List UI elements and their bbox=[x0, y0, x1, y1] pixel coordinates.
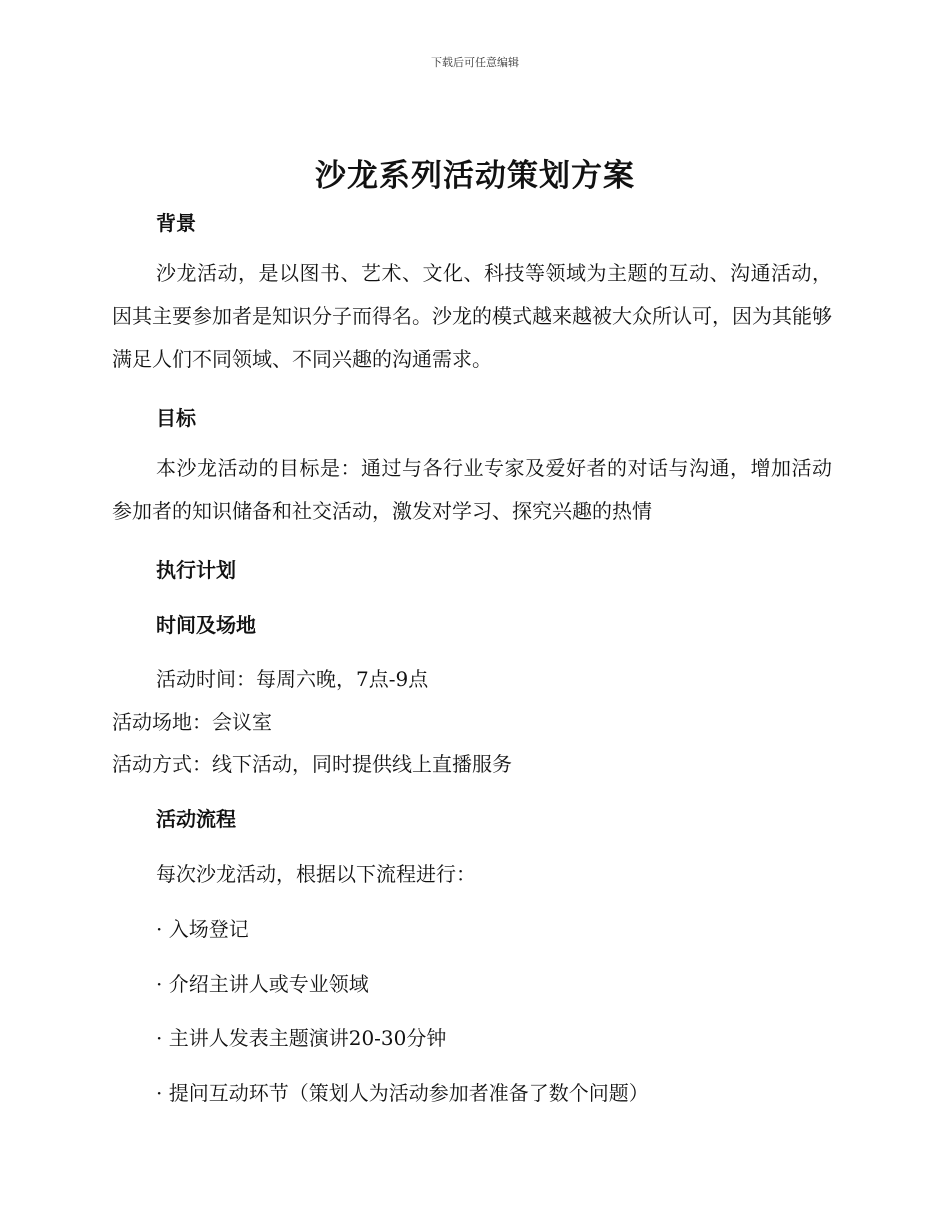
paragraph-background: 沙龙活动，是以图书、艺术、文化、科技等领域为主题的互动、沟通活动，因其主要参加者是知识分子而得名。沙龙的模式越来越被大众所认可，因为其能够满足人们不同领域、不同兴趣的沟通需求。 bbox=[112, 261, 832, 371]
heading-goal: 目标 bbox=[156, 406, 196, 430]
heading-process: 活动流程 bbox=[156, 807, 236, 831]
heading-time-place: 时间及场地 bbox=[156, 613, 256, 637]
text-activity-place: 活动场地：会议室 bbox=[112, 710, 272, 734]
text-activity-time: 活动时间：每周六晚，7点-9点 bbox=[156, 667, 429, 691]
list-item: · 介绍主讲人或专业领域 bbox=[156, 972, 369, 996]
text-process-intro: 每次沙龙活动，根据以下流程进行： bbox=[156, 862, 476, 886]
list-item: · 提问互动环节（策划人为活动参加者准备了数个问题） bbox=[156, 1081, 649, 1105]
header-note: 下载后可任意编辑 bbox=[431, 56, 519, 69]
list-item: · 主讲人发表主题演讲20-30分钟 bbox=[156, 1026, 447, 1050]
text-activity-mode: 活动方式：线下活动，同时提供线上直播服务 bbox=[112, 752, 512, 776]
document-title: 沙龙系列活动策划方案 bbox=[315, 158, 635, 194]
paragraph-goal: 本沙龙活动的目标是：通过与各行业专家及爱好者的对话与沟通，增加活动参加者的知识储备和社交活动，激发对学习、探究兴趣的热情 bbox=[112, 456, 832, 523]
list-item: · 入场登记 bbox=[156, 917, 249, 941]
heading-background: 背景 bbox=[156, 211, 196, 235]
heading-plan: 执行计划 bbox=[156, 558, 236, 582]
